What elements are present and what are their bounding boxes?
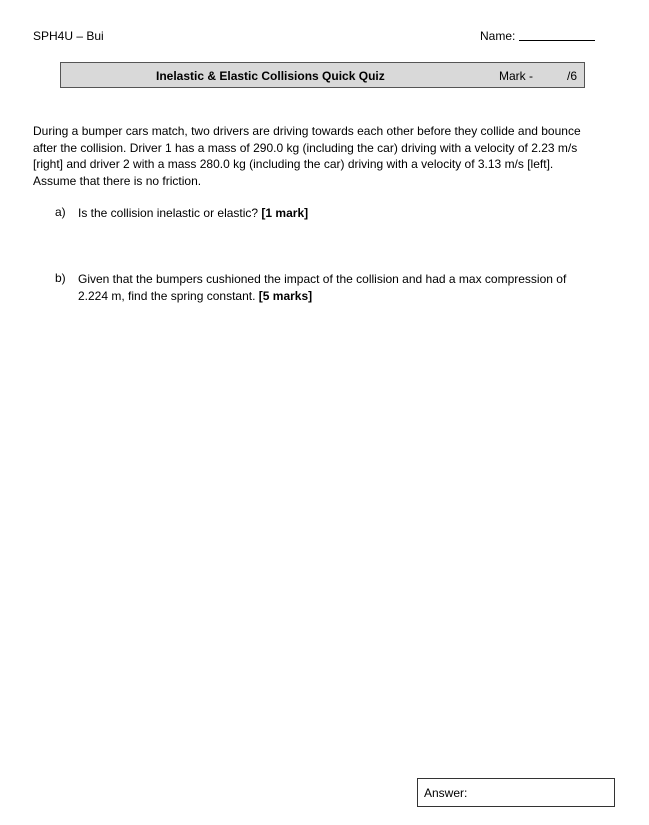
question-a-marks: [1 mark] — [261, 206, 309, 220]
quiz-title: Inelastic & Elastic Collisions Quick Quiz — [156, 69, 385, 83]
question-a-line — [78, 205, 308, 222]
mark-total: /6 — [567, 69, 578, 83]
question-b-letter: b) — [55, 271, 66, 285]
question-b-line: Given that the bumpers cushioned the impact of the collision and had a max compression of — [78, 272, 567, 286]
mark-label: Mark - — [499, 69, 533, 83]
question-b-marks: [5 marks] — [258, 288, 313, 303]
problem-statement — [33, 123, 613, 190]
question-b-body: 2.224 m, find the spring constant. — [78, 288, 259, 303]
question-a-letter: a) — [55, 205, 66, 219]
problem-line: Assume that there is no friction. — [33, 174, 202, 189]
question-b-text — [78, 271, 566, 304]
question-b-line — [78, 288, 566, 305]
problem-line: During a bumper cars match, two drivers are driving towards each other before they collide and bounce — [33, 124, 581, 138]
name-blank-line[interactable] — [519, 40, 595, 41]
course-heading: SPH4U – Bui — [33, 29, 104, 43]
problem-line: after the collision. Driver 1 has a mass of 290.0 kg (including the car) driving with a velocity of 2.23 m/s — [33, 140, 578, 155]
question-a-body: Is the collision inelastic or elastic? — [78, 206, 262, 220]
problem-line: [right] and driver 2 with a mass 280.0 kg (including the car) driving with a velocity of 3.13 m/s [left]. — [33, 157, 554, 172]
question-a-text — [78, 205, 308, 222]
answer-label: Answer: — [424, 786, 468, 800]
name-label: Name: — [480, 29, 516, 43]
